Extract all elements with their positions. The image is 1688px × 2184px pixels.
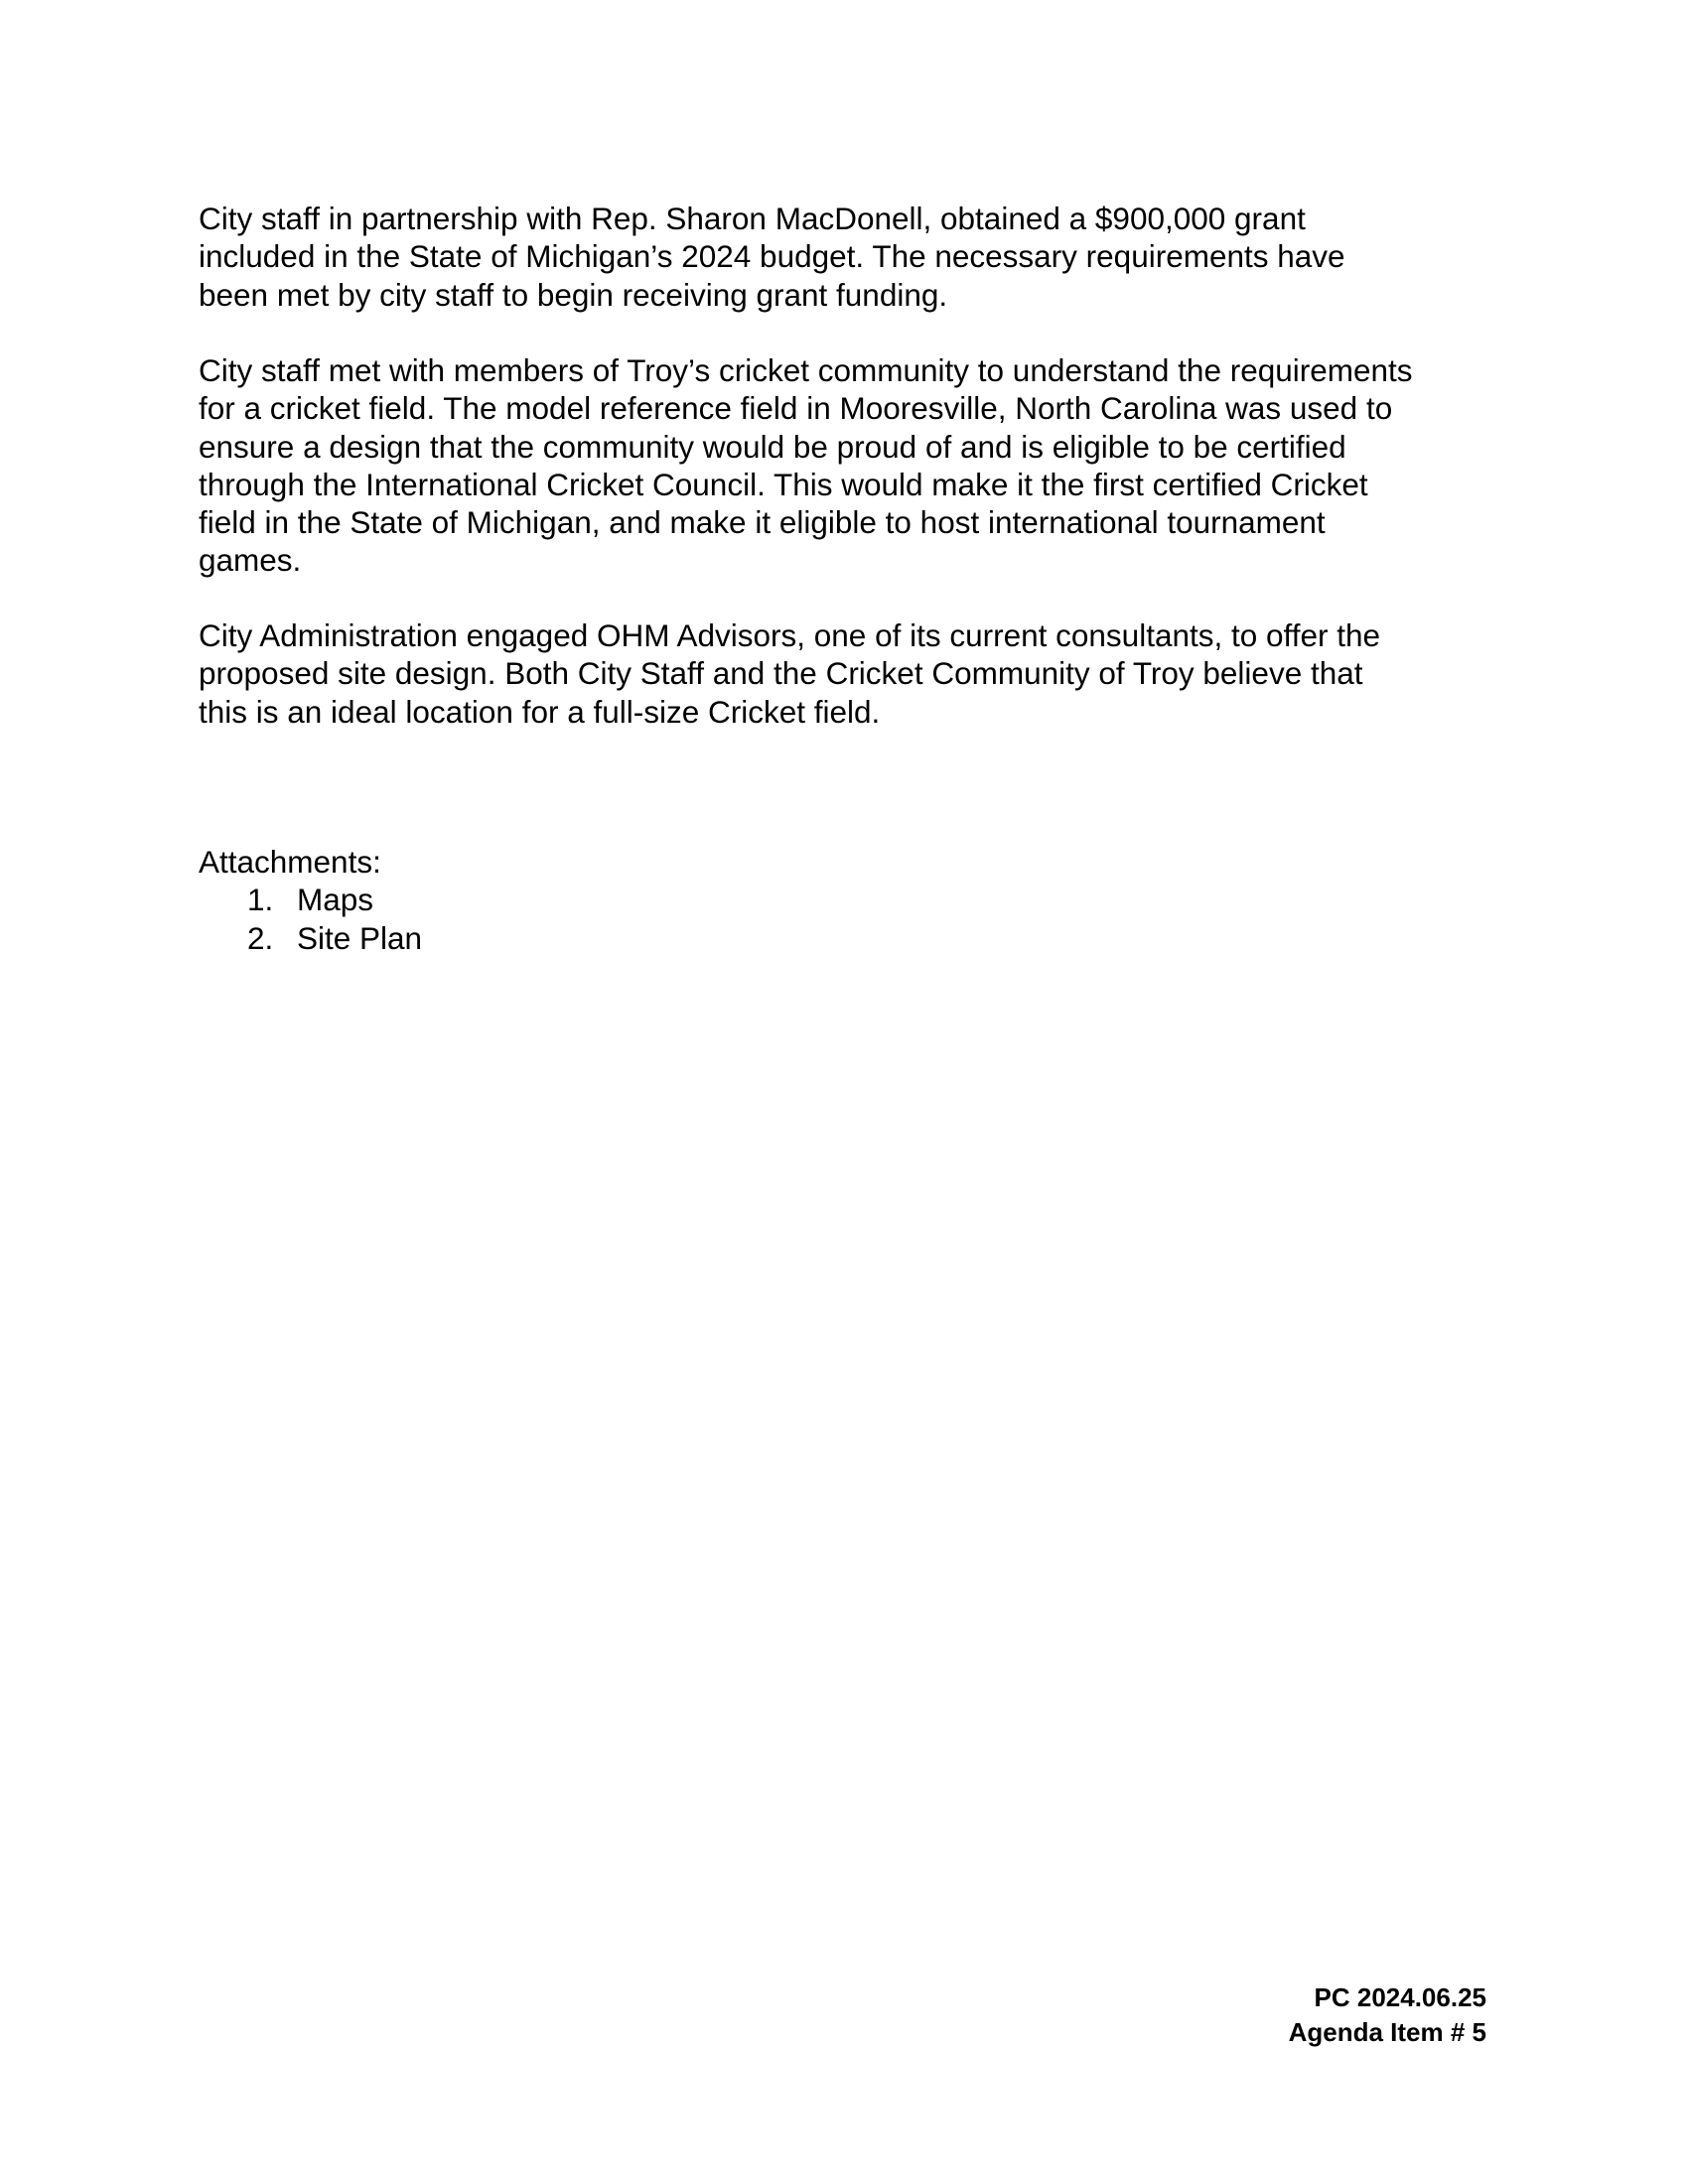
paragraph-cricket-community: City staff met with members of Troy’s cricket community to understand the requirements for a cricket field. The model reference field in Mooresville, North Carolina was used to ensure a design that the community would be proud of and is eligible to be certified through the International Cricket Council. This would make it the first certified Cricket field in the State of Michigan, and make it eligible to host international tournament games. xyxy=(199,352,1413,579)
paragraph-grant: City staff in partnership with Rep. Sharon MacDonell, obtained a $900,000 grant included in the State of Michigan’s 2024 budget. The necessary requirements have been met by city staff to begin receiving grant funding. xyxy=(199,201,1345,313)
attachment-number: 1. xyxy=(247,882,274,918)
attachment-label: Maps xyxy=(297,882,374,918)
attachment-item xyxy=(199,881,422,918)
footer-date: PC 2024.06.25 xyxy=(1314,1982,1486,2012)
footer-agenda-item: Agenda Item # 5 xyxy=(1288,2017,1486,2047)
attachments-section xyxy=(199,843,422,957)
attachment-label: Site Plan xyxy=(297,919,423,956)
attachments-heading: Attachments: xyxy=(199,844,381,880)
attachment-number: 2. xyxy=(247,919,274,956)
paragraph-site-design: City Administration engaged OHM Advisors, one of its current consultants, to offer the proposed site design. Both City Staff and the Cricket Community of Troy believe that this is an ideal location for a full-size Cricket field. xyxy=(199,617,1381,730)
attachment-item xyxy=(199,919,422,957)
attachments-list xyxy=(199,881,422,957)
page-footer xyxy=(1289,1980,1486,2050)
